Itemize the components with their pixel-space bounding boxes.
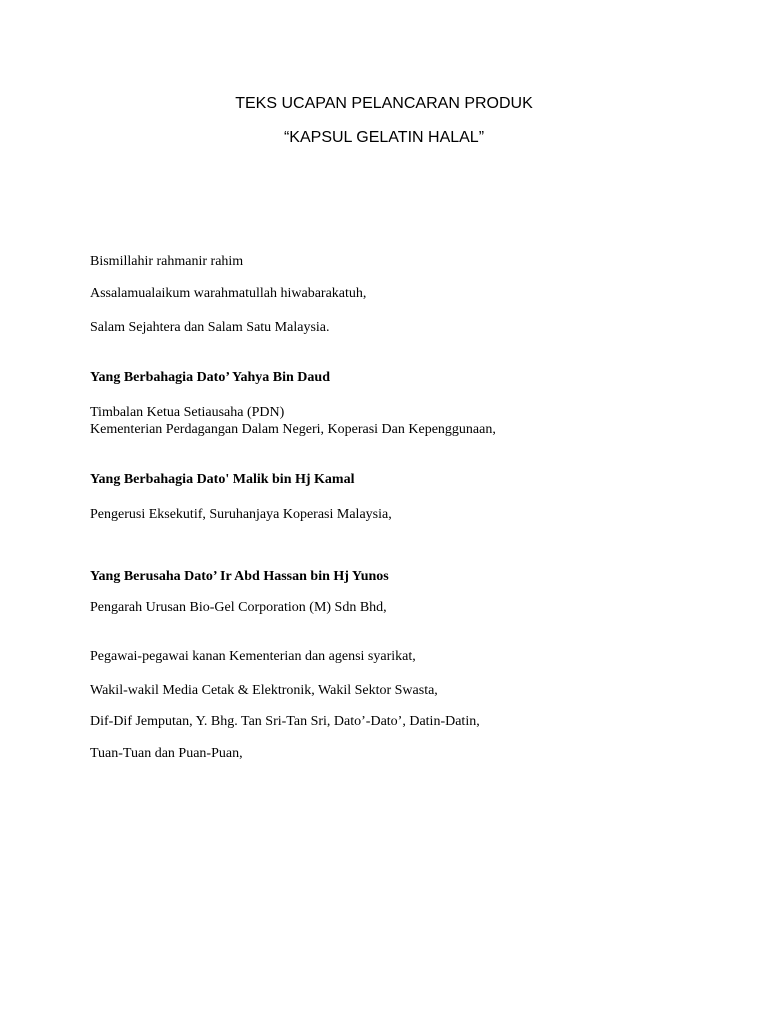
closing-line-2: Wakil-wakil Media Cetak & Elektronik, Wakil Sektor Swasta,	[90, 683, 438, 698]
addressee-role-3: Pengarah Urusan Bio-Gel Corporation (M) Sdn Bhd,	[90, 600, 387, 615]
salam-line: Salam Sejahtera dan Salam Satu Malaysia.	[90, 320, 330, 335]
closing-line-3: Dif-Dif Jemputan, Y. Bhg. Tan Sri-Tan Sri, Dato’-Dato’, Datin-Datin,	[90, 714, 480, 729]
addressee-role-1a: Timbalan Ketua Setiausaha (PDN)	[90, 405, 285, 420]
addressee-name-2: Yang Berbahagia Dato' Malik bin Hj Kamal	[90, 472, 355, 487]
addressee-name-1: Yang Berbahagia Dato’ Yahya Bin Daud	[90, 370, 330, 385]
title-line-2: “KAPSUL GELATIN HALAL”	[283, 129, 485, 146]
closing-line-1: Pegawai-pegawai kanan Kementerian dan agensi syarikat,	[90, 649, 416, 664]
addressee-name-3: Yang Berusaha Dato’ Ir Abd Hassan bin Hj Yunos	[90, 569, 389, 584]
assalamualaikum-line: Assalamualaikum warahmatullah hiwabarakatuh,	[90, 286, 367, 301]
title-line-1: TEKS UCAPAN PELANCARAN PRODUK	[235, 95, 533, 112]
closing-line-4: Tuan-Tuan dan Puan-Puan,	[90, 746, 243, 761]
bismillah-line: Bismillahir rahmanir rahim	[90, 254, 244, 269]
addressee-role-2: Pengerusi Eksekutif, Suruhanjaya Koperasi Malaysia,	[90, 507, 392, 522]
addressee-role-1b: Kementerian Perdagangan Dalam Negeri, Koperasi Dan Kepenggunaan,	[90, 422, 496, 437]
